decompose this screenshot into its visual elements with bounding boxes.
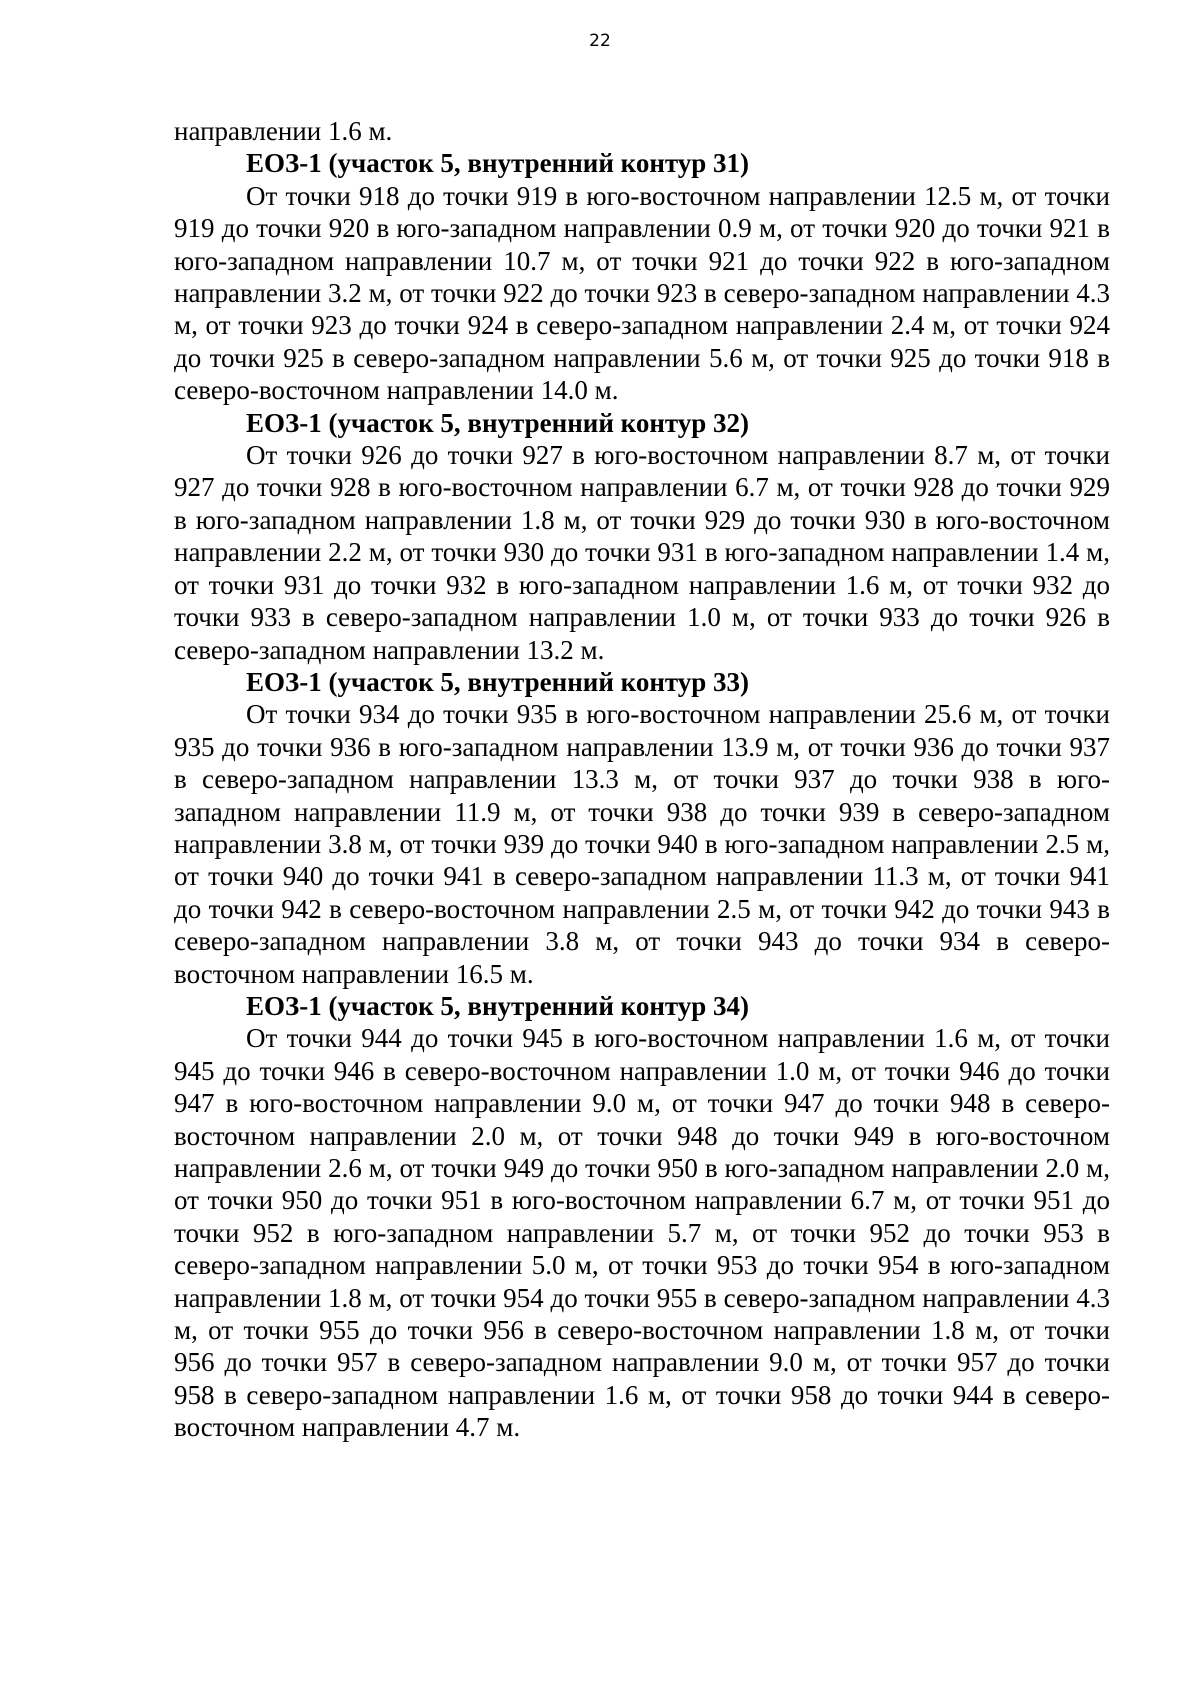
- section-text-contour-31: От точки 918 до точки 919 в юго-восточном направлении 12.5 м, от точки 919 до точки 920 в юго-западном направлении 0.9 м, от точки 920 до точки 921 в юго-западном направлении 10.7 м, от точки 921 до точки 922 в юго-западном направлении 3.2 м, от точки 922 до точки 923 в северо-западном направлении 4.3 м, от точки 923 до точки 924 в северо-западном направлении 2.4 м, от точки 924 до точки 925 в северо-западном направлении 5.6 м, от точки 925 до точки 918 в северо-восточном направлении 14.0 м.: [174, 180, 1110, 406]
- section-heading-contour-31: ЕОЗ-1 (участок 5, внутренний контур 31): [246, 148, 750, 179]
- section-heading-contour-32: ЕОЗ-1 (участок 5, внутренний контур 32): [246, 407, 750, 438]
- section-text-contour-33: От точки 934 до точки 935 в юго-восточном направлении 25.6 м, от точки 935 до точки 936 в юго-западном направлении 13.9 м, от точки 936 до точки 937 в северо-западном направлении 13.3 м, от точки 937 до точки 938 в юго-западном направлении 11.9 м, от точки 938 до точки 939 в северо-западном направлении 3.8 м, от точки 939 до точки 940 в юго-западном направлении 2.5 м, от точки 940 до точки 941 в северо-западном направлении 11.3 м, от точки 941 до точки 942 в северо-восточном направлении 2.5 м, от точки 942 до точки 943 в северо-западном направлении 3.8 м, от точки 943 до точки 934 в северо-восточном направлении 16.5 м.: [174, 699, 1110, 989]
- section-heading-contour-33: ЕОЗ-1 (участок 5, внутренний контур 33): [246, 666, 750, 697]
- section-heading-contour-34: ЕОЗ-1 (участок 5, внутренний контур 34): [246, 990, 750, 1021]
- section-text-contour-34: От точки 944 до точки 945 в юго-восточном направлении 1.6 м, от точки 945 до точки 946 в северо-восточном направлении 1.0 м, от точки 946 до точки 947 в юго-восточном направлении 9.0 м, от точки 947 до точки 948 в северо-восточном направлении 2.0 м, от точки 948 до точки 949 в юго-восточном направлении 2.6 м, от точки 949 до точки 950 в юго-западном направлении 2.0 м, от точки 950 до точки 951 в юго-восточном направлении 6.7 м, от точки 951 до точки 952 в юго-западном направлении 5.7 м, от точки 952 до точки 953 в северо-западном направлении 5.0 м, от точки 953 до точки 954 в юго-западном направлении 1.8 м, от точки 954 до точки 955 в северо-западном направлении 4.3 м, от точки 955 до точки 956 в северо-восточном направлении 1.8 м, от точки 956 до точки 957 в северо-западном направлении 9.0 м, от точки 957 до точки 958 в северо-западном направлении 1.6 м, от точки 958 до точки 944 в северо-восточном направлении 4.7 м.: [174, 1023, 1110, 1443]
- page-number: 22: [589, 31, 611, 51]
- section-text-contour-32: От точки 926 до точки 927 в юго-восточном направлении 8.7 м, от точки 927 до точки 928 в юго-восточном направлении 6.7 м, от точки 928 до точки 929 в юго-западном направлении 1.8 м, от точки 929 до точки 930 в юго-восточном направлении 2.2 м, от точки 930 до точки 931 в юго-западном направлении 1.4 м, от точки 931 до точки 932 в юго-западном направлении 1.6 м, от точки 932 до точки 933 в северо-западном направлении 1.0 м, от точки 933 до точки 926 в северо-западном направлении 13.2 м.: [174, 440, 1110, 665]
- document-body: [174, 115, 1110, 1444]
- intro-paragraph: направлении 1.6 м.: [174, 116, 393, 146]
